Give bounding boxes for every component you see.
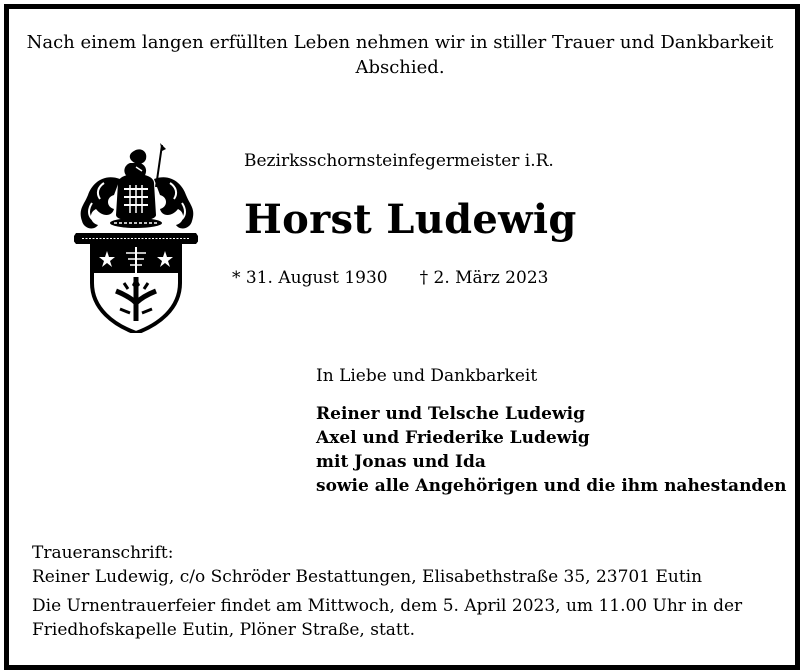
ceremony-line-2: Friedhofskapelle Eutin, Plöner Straße, statt. (32, 620, 415, 640)
mourner-line: sowie alle Angehörigen und die ihm nahestanden (316, 476, 787, 496)
mourners-intro: In Liebe und Dankbarkeit (316, 366, 538, 386)
mourner-line: Axel und Friederike Ludewig (316, 428, 590, 448)
death-date: † 2. März 2023 (419, 268, 549, 288)
mourners-list (316, 402, 787, 498)
deceased-name: Horst Ludewig (244, 196, 577, 243)
address-value: Reiner Ludewig, c/o Schröder Bestattungen, Elisabethstraße 35, 23701 Eutin (32, 567, 703, 587)
ceremony-info (32, 594, 742, 642)
mourning-address (32, 541, 702, 589)
deceased-profession: Bezirksschornsteinfegermeister i.R. (244, 151, 554, 171)
life-dates (232, 267, 548, 289)
chimney-sweep-guild-crest-icon (74, 143, 198, 333)
intro-text (0, 30, 800, 80)
address-label: Traueranschrift: (32, 543, 174, 563)
birth-date: * 31. August 1930 (232, 268, 388, 288)
intro-line-2: Abschied. (355, 57, 445, 78)
mourner-line: mit Jonas und Ida (316, 452, 486, 472)
mourner-line: Reiner und Telsche Ludewig (316, 404, 585, 424)
ceremony-line-1: Die Urnentrauerfeier findet am Mittwoch, dem 5. April 2023, um 11.00 Uhr in der (32, 596, 743, 616)
intro-line-1: Nach einem langen erfüllten Leben nehmen wir in stiller Trauer und Dankbarkeit (26, 32, 774, 53)
